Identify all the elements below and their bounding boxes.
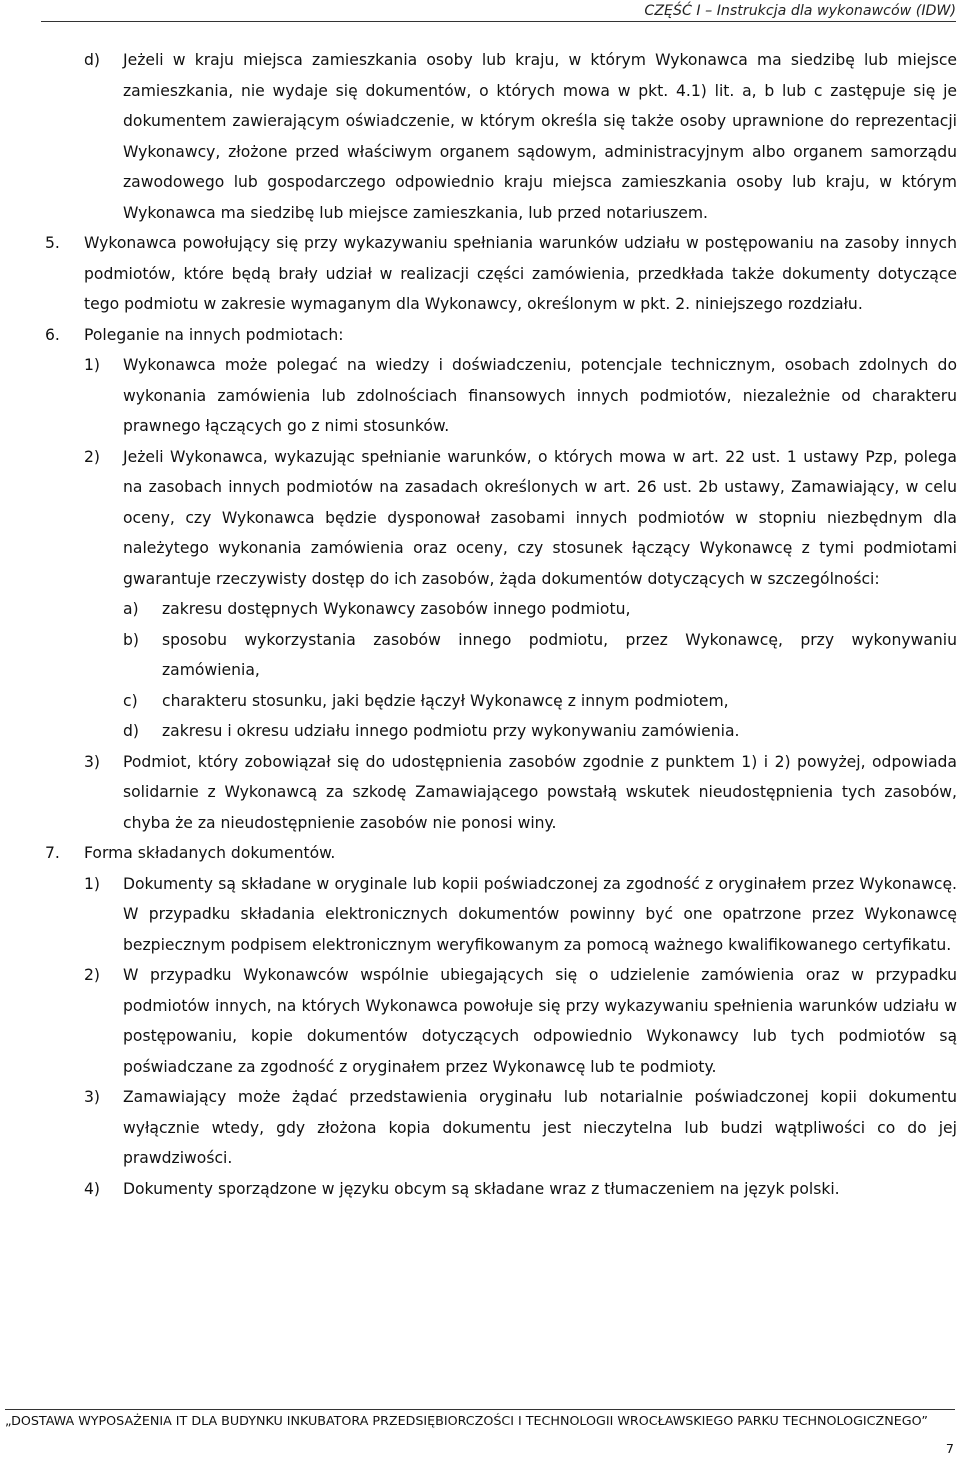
list-item-6-3 — [45, 747, 957, 839]
list-item-text: W przypadku Wykonawców wspólnie ubiegających się o udzielenie zamówienia oraz w przypadku podmiotów innych, na których Wykonawca powołuje się przy wykazywaniu spełnienia warunków udziału w postępowaniu, kopie dokumentów dotyczących odpowiednio Wykonawcy lub tych podmiotów są poświadczane za zgodność z oryginałem przez Wykonawcę lub te podmioty. — [123, 966, 957, 1076]
list-item-text: zakresu dostępnych Wykonawcy zasobów innego podmiotu, — [162, 600, 631, 618]
section-7 — [45, 838, 957, 869]
list-item-7-2 — [45, 960, 957, 1082]
list-item-label: d) — [123, 722, 139, 740]
section-number: 7. — [45, 844, 60, 862]
list-item-label: a) — [123, 600, 139, 618]
list-item-label: 4) — [84, 1179, 101, 1198]
list-item-6-2 — [45, 442, 957, 595]
list-item-label: 2) — [84, 966, 101, 984]
list-item-label: c) — [123, 691, 138, 710]
list-item-label: 1) — [84, 874, 101, 893]
list-item-6-1 — [45, 350, 957, 442]
list-item-label: 3) — [84, 1088, 101, 1106]
list-item-text: charakteru stosunku, jaki będzie łączył Wykonawcę z innym podmiotem, — [162, 691, 729, 710]
page-number: 7 — [945, 1441, 954, 1456]
list-item-label: 1) — [84, 356, 101, 374]
section-heading: Poleganie na innych podmiotach: — [84, 325, 344, 344]
list-item-6-2-d — [45, 716, 957, 747]
list-item-7-1 — [45, 869, 957, 961]
section-number: 6. — [45, 325, 60, 344]
list-item-text: Wykonawca może polegać na wiedzy i doświadczeniu, potencjale technicznym, osobach zdolnych do wykonania zamówienia lub zdolnościach finansowych innych podmiotów, niezależnie od charakteru prawnego łączących go z nimi stosunków. — [123, 356, 957, 435]
list-item-text: Zamawiający może żądać przedstawienia oryginału lub notarialnie poświadczonej kopii dokumentu wyłącznie wtedy, gdy złożona kopia dokumentu jest nieczytelna lub budzi wątpliwości co do jej prawdziwości. — [123, 1088, 957, 1167]
list-item-7-3 — [45, 1082, 957, 1174]
list-item-text: zakresu i okresu udziału innego podmiotu przy wykonywaniu zamówienia. — [162, 722, 740, 740]
list-item-6-2-c — [45, 686, 957, 717]
list-item-text: sposobu wykorzystania zasobów innego podmiotu, przez Wykonawcę, przy wykonywaniu zamówienia, — [162, 630, 957, 679]
section-6 — [45, 320, 957, 351]
list-item-4-1-d — [45, 45, 957, 228]
list-item-7-4 — [45, 1174, 957, 1205]
section-5 — [45, 228, 957, 320]
list-item-label: d) — [84, 51, 100, 69]
list-item-label: b) — [123, 630, 139, 649]
section-heading: Forma składanych dokumentów. — [84, 844, 336, 862]
list-item-6-2-b — [45, 625, 957, 686]
list-item-label: 3) — [84, 752, 101, 771]
list-item-6-2-a — [45, 594, 957, 625]
section-number: 5. — [45, 234, 60, 252]
list-item-text: Dokumenty są składane w oryginale lub kopii poświadczonej za zgodność z oryginałem przez Wykonawcę. W przypadku składania elektronicznych dokumentów powinny być one opatrzone przez Wykonawcę bezpiecznym podpisem elektronicznym weryfikowanym za pomocą ważnego kwalifikowanego certyfikatu. — [123, 874, 957, 954]
section-text: Wykonawca powołujący się przy wykazywaniu spełniania warunków udziału w postępowaniu na zasoby innych podmiotów, które będą brały udział w realizacji części zamówienia, przedkłada także dokumenty dotyczące tego podmiotu w zakresie wymaganym dla Wykonawcy, określonym w pkt. 2. niniejszego rozdziału. — [84, 234, 957, 313]
document-body — [45, 45, 957, 1204]
page-header: CZĘŚĆ I – Instrukcja dla wykonawców (IDW) — [41, 3, 956, 22]
list-item-label: 2) — [84, 447, 101, 466]
page-footer: „DOSTAWA WYPOSAŻENIA IT DLA BUDYNKU INKUBATORA PRZEDSIĘBIORCZOŚCI I TECHNOLOGII WROCŁAWSKIEGO PARKU TECHNOLOGICZNEGO” — [5, 1409, 955, 1429]
list-item-text: Jeżeli w kraju miejsca zamieszkania osoby lub kraju, w którym Wykonawca ma siedzibę lub miejsce zamieszkania, nie wydaje się dokumentów, o których mowa w pkt. 4.1) lit. a, b lub c zastępuje się je dokumentem zawierającym oświadczenie, w którym określa się także osoby uprawnione do reprezentacji Wykonawcy, złożone przed właściwym organem sądowym, administracyjnym albo organem samorządu zawodowego lub gospodarczego odpowiednio kraju miejsca zamieszkania osoby lub kraju, w którym Wykonawca ma siedzibę lub miejsce zamieszkania, lub przed notariuszem. — [123, 51, 957, 222]
list-item-text: Jeżeli Wykonawca, wykazując spełnianie warunków, o których mowa w art. 22 ust. 1 ustawy Pzp, polega na zasobach innych podmiotów na zasadach określonych w art. 26 ust. 2b ustawy, Zamawiający, w celu oceny, czy Wykonawca będzie dysponował zasobami innych podmiotów w stopniu niezbędnym dla należytego wykonania zamówienia oraz oceny, czy stosunek łączący Wykonawcę z tymi podmiotami gwarantuje rzeczywisty dostęp do ich zasobów, żąda dokumentów dotyczących w szczególności: — [123, 447, 957, 588]
list-item-text: Podmiot, który zobowiązał się do udostępnienia zasobów zgodnie z punktem 1) i 2) powyżej, odpowiada solidarnie z Wykonawcą za szkodę Zamawiającego powstałą wskutek nieudostępnienia tych zasobów, chyba że za nieudostępnienie zasobów nie ponosi winy. — [123, 752, 957, 832]
list-item-text: Dokumenty sporządzone w języku obcym są składane wraz z tłumaczeniem na język polski. — [123, 1179, 840, 1198]
